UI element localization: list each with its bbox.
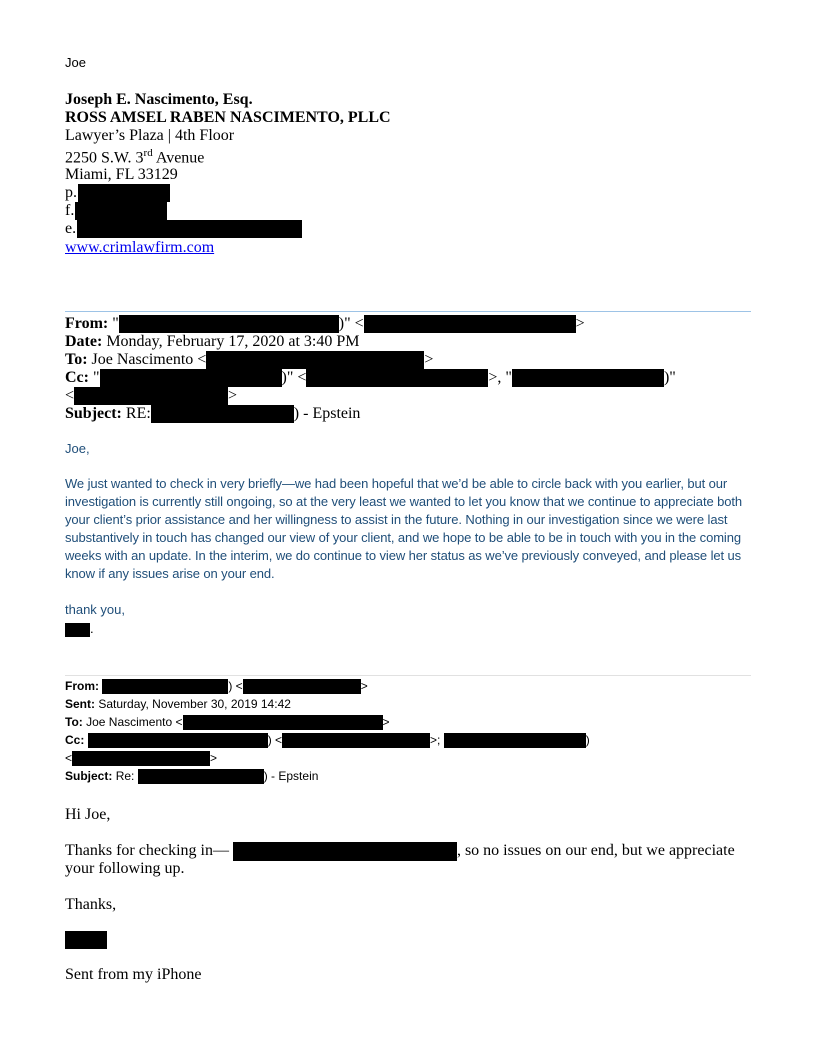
email2-signoff: Thanks,: [65, 896, 117, 913]
subject-suffix: ) - Epstein: [263, 769, 319, 783]
cc2-open: <: [65, 387, 75, 404]
redaction-cc-address-2: [72, 751, 210, 766]
date-value: Monday, February 17, 2020 at 3:40 PM: [106, 333, 360, 350]
email2-body-line2: your following up.: [65, 860, 185, 877]
signature-fax: [65, 202, 167, 220]
cc-separator-3: )": [663, 369, 676, 386]
email1-to: [65, 351, 433, 369]
cc-label: Cc:: [65, 733, 85, 747]
redaction-from-address: [243, 679, 361, 694]
email2-signature: [65, 931, 107, 949]
redaction-from-name: [119, 315, 339, 333]
email2-footer: Sent from my iPhone: [65, 966, 202, 983]
email1-date: [65, 333, 359, 351]
email1-signature: [65, 621, 94, 637]
redaction-from-address: [364, 315, 576, 333]
redaction-signature-2: [65, 931, 107, 949]
redaction-body: [233, 842, 457, 861]
redaction-email: [77, 220, 302, 238]
email2-body-line1: [65, 842, 735, 861]
redaction-cc-name-2: [444, 733, 586, 748]
cc2-close: >: [228, 387, 238, 404]
email1-from: [65, 315, 585, 333]
email2-cc-line2: [65, 751, 217, 766]
redaction-from-name: [102, 679, 228, 694]
redaction-cc-address-1: [306, 369, 488, 387]
cc-quote: ": [92, 369, 100, 386]
redaction-cc-name-1: [100, 369, 282, 387]
to-label: To:: [65, 351, 88, 368]
from-separator: ) <: [228, 679, 243, 693]
email1-subject: [65, 405, 360, 423]
signature-office: Lawyer’s Plaza | 4th Floor: [65, 127, 235, 144]
to-value: Joe Nascimento <: [91, 351, 207, 368]
from-quote: ": [112, 315, 119, 332]
subject-prefix: RE:: [125, 405, 151, 422]
from-label: From:: [65, 315, 109, 332]
website-link[interactable]: www.crimlawfirm.com: [65, 239, 215, 256]
street-prefix: 2250 S.W. 3: [65, 149, 144, 167]
subject-label: Subject:: [65, 405, 122, 422]
from-close: >: [360, 679, 368, 693]
street-suffix: Avenue: [152, 149, 205, 167]
sent-label: Sent:: [65, 697, 95, 711]
to-close: >: [382, 715, 390, 729]
redaction-cc-name-2: [512, 369, 664, 387]
fax-label: f.: [65, 202, 75, 219]
subject-suffix: ) - Epstein: [293, 405, 361, 422]
cc2-open: <: [65, 751, 73, 765]
email1-signoff: thank you,: [65, 602, 125, 617]
signature-email: [65, 220, 302, 238]
redaction-fax: [75, 202, 167, 220]
redaction-subject: [151, 405, 294, 423]
signature-website[interactable]: [65, 239, 214, 257]
to-label: To:: [65, 715, 83, 729]
cc-label: Cc:: [65, 369, 89, 386]
redaction-to-address: [183, 715, 383, 730]
body-prefix: Thanks for checking in—: [65, 842, 229, 860]
phone-label: p.: [65, 184, 77, 201]
email2-greeting: Hi Joe,: [65, 806, 111, 823]
cc-separator-2: >;: [430, 733, 441, 747]
cc-separator-1: ) <: [267, 733, 283, 747]
redaction-to-address: [206, 351, 424, 369]
sig-dot: .: [90, 621, 94, 636]
redaction-cc-address-1: [282, 733, 430, 748]
to-close: >: [424, 351, 434, 368]
sent-value: Saturday, November 30, 2019 14:42: [98, 697, 291, 711]
body-suffix: , so no issues on our end, but we appreciate: [456, 842, 735, 860]
redaction-subject: [138, 769, 264, 784]
cc-separator-1: )" <: [281, 369, 307, 386]
email2-from: [65, 679, 368, 694]
signature-street: [65, 147, 204, 167]
email1-body: We just wanted to check in very briefly—we had been hopeful that we’d be able to circle back with you earlier, but our investigation is currently still ongoing, so at the very least we wanted to let you know that we continue to appreciate both your client’s prior assistance and her willingness to assist in the future. Nothing in our investigation since we were last substantively in touch has changed our view of your client, and we hope to be able to be in touch with you in the coming weeks with an update. In the interim, we do continue to view her status as we’ve previously conveyed, and please let us know if any issues arise on your end.: [65, 476, 742, 581]
email1-cc-line2: [65, 387, 237, 405]
email2-divider: [65, 675, 751, 676]
from-close: >: [575, 315, 585, 332]
to-value: Joe Nascimento <: [86, 715, 183, 729]
email2-cc: [65, 733, 590, 748]
from-separator: )" <: [338, 315, 364, 332]
redaction-phone: [78, 184, 170, 202]
email1-greeting: Joe,: [65, 441, 90, 456]
signature-city: Miami, FL 33129: [65, 166, 178, 183]
cc-separator-3: ): [585, 733, 590, 747]
cc2-close: >: [210, 751, 218, 765]
email1-divider: [65, 311, 751, 312]
subject-prefix: Re:: [115, 769, 135, 783]
top-greeting: Joe: [65, 55, 86, 70]
redaction-signature-1: [65, 623, 90, 637]
signature-firm: ROSS AMSEL RABEN NASCIMENTO, PLLC: [65, 109, 391, 126]
redaction-cc-name-1: [88, 733, 268, 748]
email-label: e.: [65, 220, 77, 237]
date-label: Date:: [65, 333, 103, 350]
cc-separator-2: >, ": [488, 369, 512, 386]
email2-subject: [65, 769, 318, 784]
subject-label: Subject:: [65, 769, 113, 783]
street-superscript: rd: [143, 147, 153, 159]
redaction-cc-address-2: [74, 387, 228, 405]
email2-to: [65, 715, 390, 730]
email1-cc: [65, 369, 676, 387]
from-label: From:: [65, 679, 99, 693]
signature-name: Joseph E. Nascimento, Esq.: [65, 91, 253, 108]
signature-phone: [65, 184, 170, 202]
email2-sent: [65, 697, 291, 711]
